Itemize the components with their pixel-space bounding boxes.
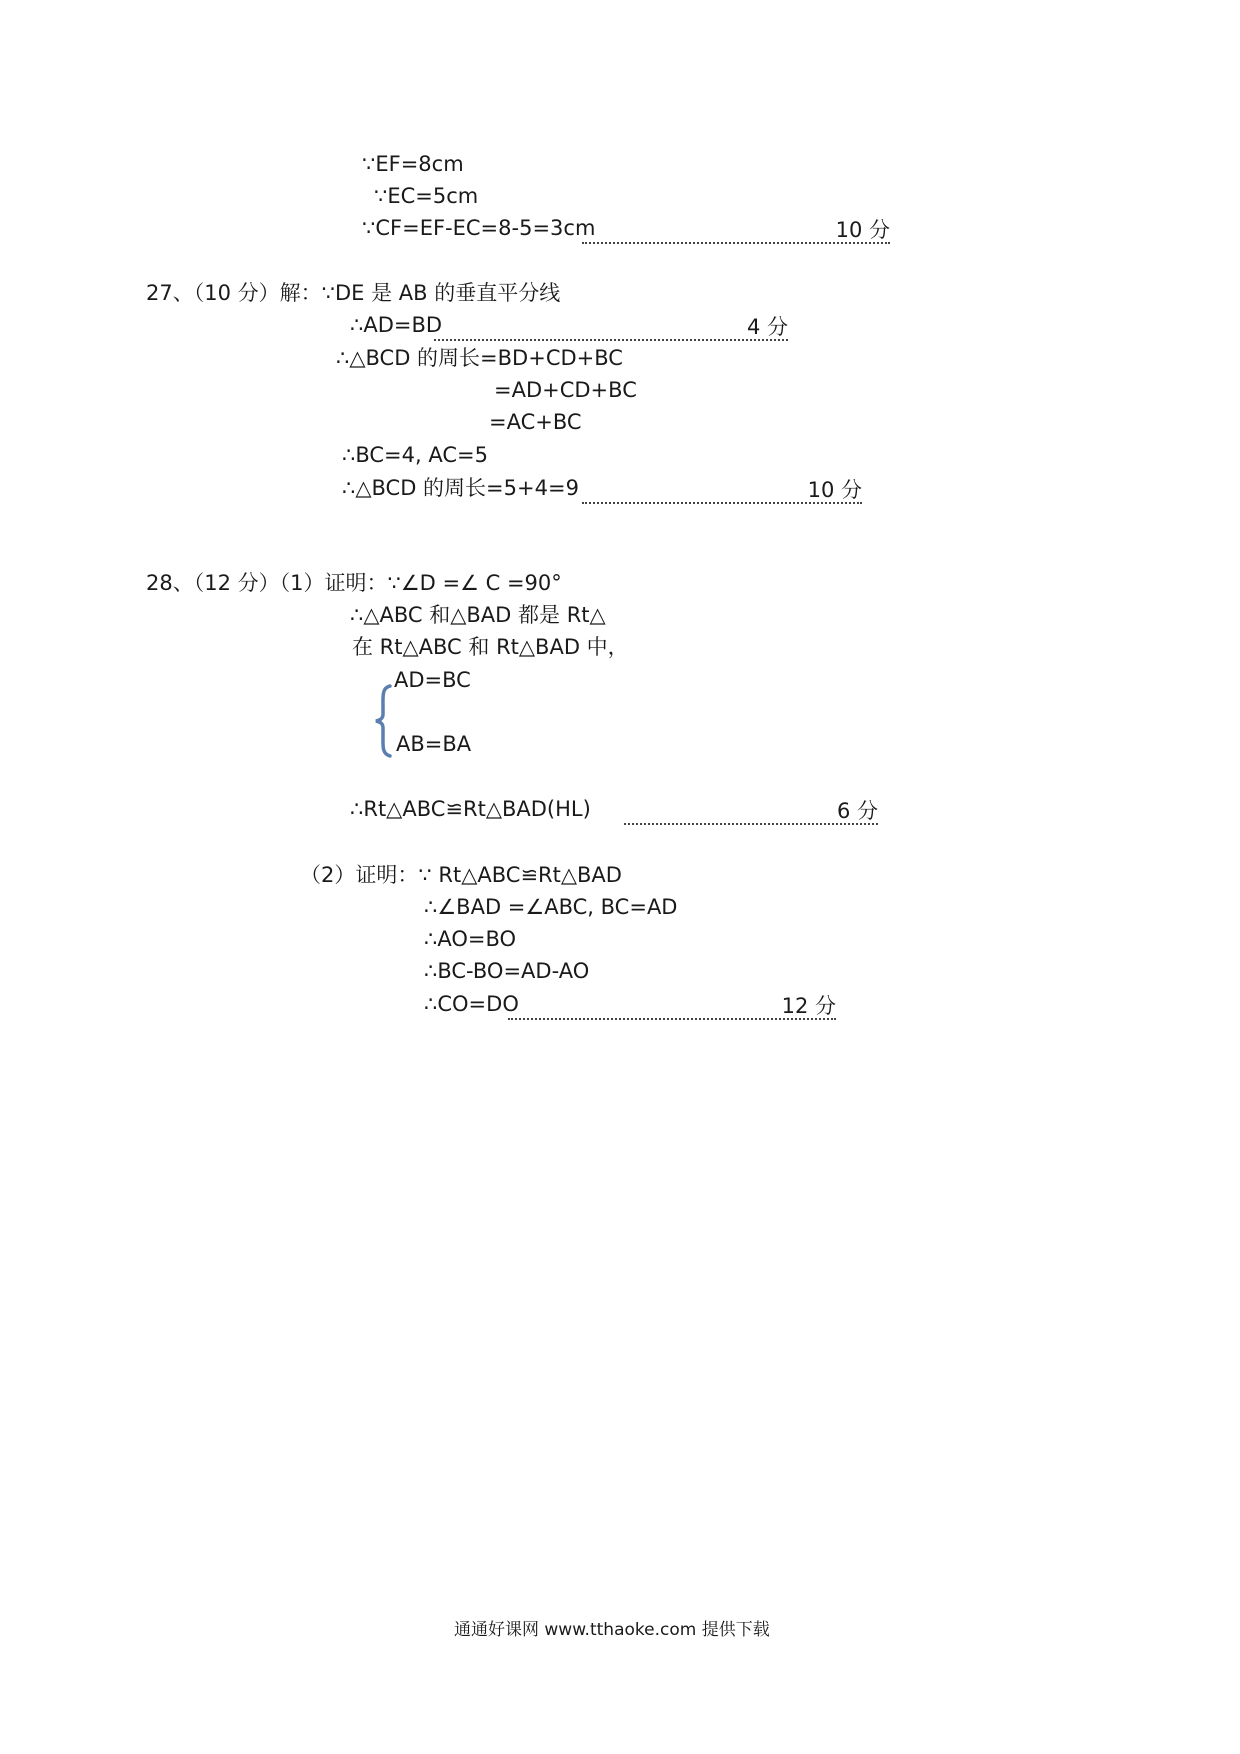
- q28-heading: 28、（12 分）（1）证明：∵∠D =∠ C =90°: [146, 571, 562, 595]
- brace-icon: [372, 684, 396, 758]
- line-cf: ∵CF=EF-EC=8-5=3cm: [362, 216, 596, 240]
- score-leader: [624, 799, 878, 825]
- q27-heading: 27、（10 分）解：∵DE 是 AB 的垂直平分线: [146, 281, 561, 305]
- q28-part2-angles: ∴∠BAD =∠ABC, BC=AD: [424, 895, 678, 919]
- q28-part2-heading: （2）证明：∵ Rt△ABC≌Rt△BAD: [300, 863, 622, 887]
- score-label: 6 分: [836, 799, 878, 823]
- q27-line-given: ∴BC=4, AC=5: [342, 443, 488, 467]
- score-leader: [582, 218, 890, 244]
- q28-line-right-triangles: ∴△ABC 和△BAD 都是 Rt△: [350, 603, 606, 627]
- q27-line-result: ∴△BCD 的周长=5+4=9: [342, 476, 579, 500]
- line-ef: ∵EF=8cm: [362, 152, 464, 176]
- q28-part2-ao-bo: ∴AO=BO: [424, 927, 517, 951]
- q27-line-eq2: =AC+BC: [489, 410, 582, 434]
- score-leader: [508, 994, 836, 1020]
- brace-condition-2: AB=BA: [396, 732, 472, 756]
- score-label: 4 分: [746, 315, 788, 339]
- q27-line-eq1: =AD+CD+BC: [494, 378, 637, 402]
- footer-source: 通通好课网 www.tthaoke.com 提供下载: [454, 1620, 770, 1640]
- score-label: 10 分: [807, 478, 862, 502]
- q28-part2-difference: ∴BC-BO=AD-AO: [424, 959, 590, 983]
- q28-line-in: 在 Rt△ABC 和 Rt△BAD 中，: [352, 635, 629, 659]
- q28-part2-result: ∴CO=DO: [424, 992, 519, 1016]
- score-leader: [582, 478, 862, 504]
- q27-line-perimeter: ∴△BCD 的周长=BD+CD+BC: [336, 346, 623, 370]
- score-leader: [434, 315, 788, 341]
- brace-condition-1: AD=BC: [394, 668, 471, 692]
- score-label: 10 分: [835, 218, 890, 242]
- q28-line-congruent: ∴Rt△ABC≌Rt△BAD(HL): [350, 797, 591, 821]
- line-ec: ∵EC=5cm: [374, 184, 479, 208]
- score-label: 12 分: [781, 994, 836, 1018]
- q27-line-ad-bd: ∴AD=BD: [350, 313, 443, 337]
